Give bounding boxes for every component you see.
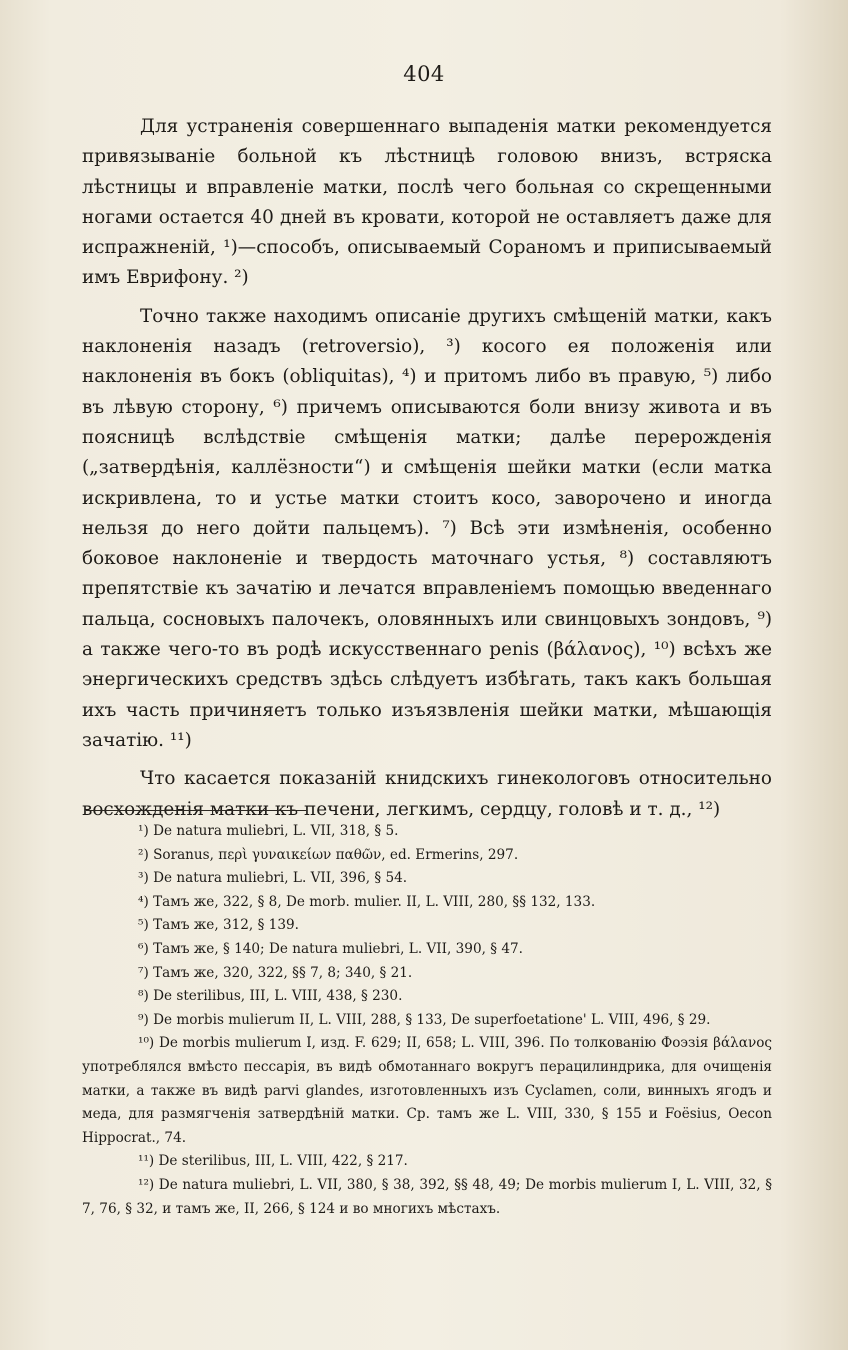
footnote: ⁶) Тамъ же, § 140; De natura muliebri, L. VII, 390, § 47. [138, 940, 523, 957]
footnote: ⁵) Тамъ же, 312, § 139. [138, 917, 299, 934]
footnote: ¹) De natura muliebri, L. VII, 318, § 5. [138, 823, 399, 839]
footnote: ³) De natura muliebri, L. VII, 396, § 54. [138, 870, 408, 887]
footnote: ⁹) De morbis mulierum II, L. VIII, 288, § 133, De superfoetatione' L. VIII, 496, § 29. [138, 1011, 711, 1028]
paragraph: Точно также находимъ описаніе другихъ смѣщеній матки, какъ наклоненія назадъ (retroversio), ³) косого ея положенія или наклоненія въ бокъ (obliquitas), ⁴) и притомъ либо въ правую, ⁵) либо въ лѣвую сторону, ⁶) причемъ описываются боли внизу живота и въ поясницѣ вслѣдствіе смѣщенія матки; далѣе перерожденія („затвердѣнія, каллёзности“) и смѣщенія шейки матки (если матка искривлена, то и устье матки стоитъ косо, заворочено и иногда нельзя до него дойти пальцемъ). ⁷) Всѣ эти измѣненія, особенно боковое наклоненіе и твердость маточнаго устья, ⁸) составляютъ препятствіе къ зачатію и лечатся вправленіемъ помощью введеннаго пальца, сосновыхъ палочекъ, оловянныхъ или свинцовыхъ зондовъ, ⁹) а также чего-то въ родѣ искусственнаго penis (βάλανος), ¹⁰) всѣхъ же энергическихъ средствъ здѣсь слѣдуетъ избѣгать, такъ какъ большая ихъ часть причиняетъ только изъязвленія шейки матки, мѣшающія зачатію. ¹¹) [82, 305, 772, 751]
footnote: ⁴) Тамъ же, 322, § 8, De morb. mulier. II, L. VIII, 280, §§ 132, 133. [138, 893, 596, 910]
footnote: ⁷) Тамъ же, 320, 322, §§ 7, 8; 340, § 21. [138, 964, 413, 981]
paragraph: Что касается показаній книдскихъ гинекологовъ относительно восхожденія матки къ печени, легкимъ, сердцу, головѣ и т. д., ¹²) [82, 768, 772, 820]
main-text [82, 112, 772, 833]
footnote: ¹⁰) De morbis mulierum I, изд. F. 629; II, 658; L. VIII, 396. По толкованію Фоэзія βάλανος употреблялся вмѣсто пессарія, въ видѣ обмотаннаго вокругъ перацилиндрика, для очищенія матки, а также въ видѣ parvi glandes, изготовленныхъ изъ Cyclamen, соли, винныхъ ягодъ и меда, для размягченія затвердѣній матки. Ср. тамъ же L. VIII, 330, § 155 и Foësius, Oecon Hippocrat., 74. [82, 1035, 772, 1146]
page-number: 404 [403, 62, 445, 86]
footnote-divider [86, 810, 306, 811]
paragraph: Для устраненія совершеннаго выпаденія матки рекомендуется привязываніе больной къ лѣстницѣ головою внизъ, встряска лѣстницы и вправленіе матки, послѣ чего больная со скрещенными ногами остается 40 дней въ кровати, которой не оставляетъ даже для испражненій, ¹)—способъ, описываемый Сораномъ и приписываемый имъ Еврифону. ²) [82, 116, 772, 289]
footnote: ¹²) De natura muliebri, L. VII, 380, § 38, 392, §§ 48, 49; De morbis mulierum I, L. VIII, 32, § 7, 76, § 32, и тамъ же, II, 266, § 124 и во многихъ мѣстахъ. [82, 1176, 772, 1217]
footnote: ⁸) De sterilibus, III, L. VIII, 438, § 230. [138, 988, 403, 1005]
footnotes [82, 820, 772, 1221]
footnote: ²) Soranus, περὶ γυναικείων παθῶν, ed. Ermerins, 297. [138, 846, 519, 863]
footnote: ¹¹) De sterilibus, III, L. VIII, 422, § 217. [138, 1153, 408, 1170]
